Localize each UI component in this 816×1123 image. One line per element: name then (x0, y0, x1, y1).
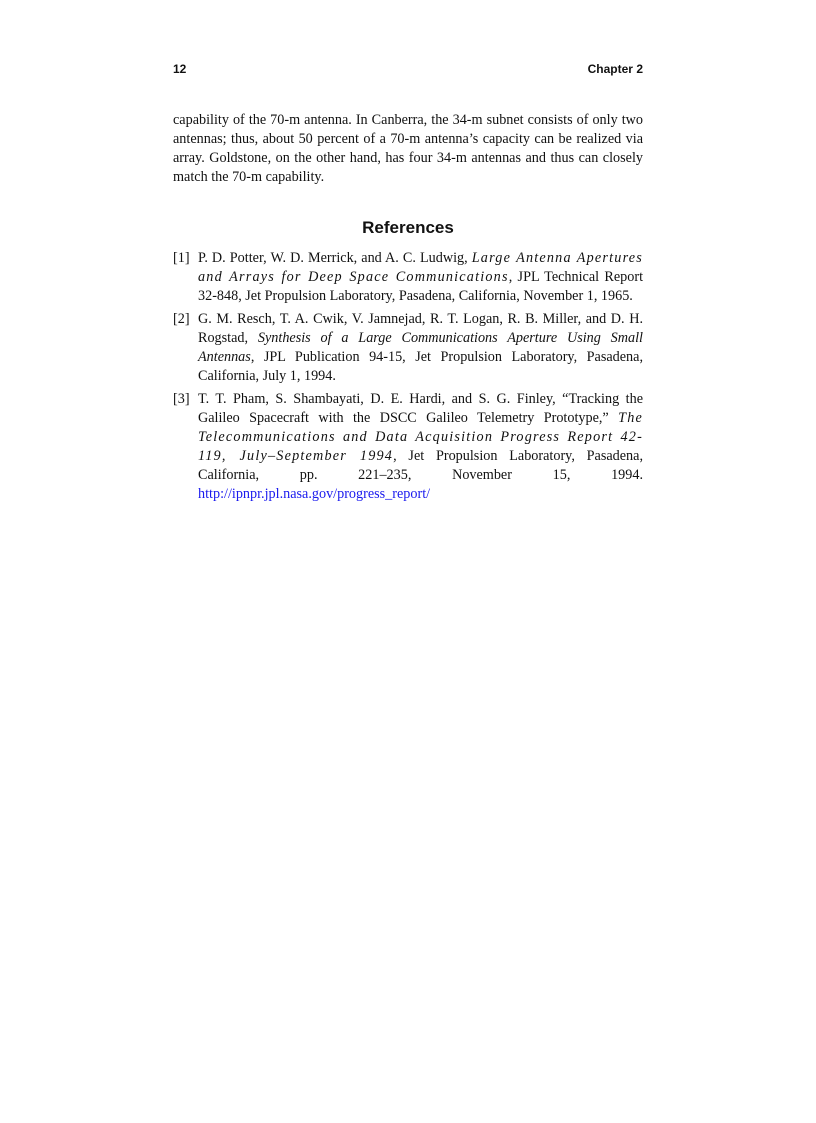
reference-number: [3] (173, 391, 190, 407)
running-header (173, 62, 643, 78)
reference-details: , Jet Propulsion Laboratory, Pasadena, California, pp. 221–235, November 15, 1994. (198, 448, 643, 483)
reference-item (173, 310, 643, 386)
reference-details: , JPL Technical Report 32-848, Jet Propulsion Laboratory, Pasadena, California, November 1, 1965. (198, 269, 644, 304)
section-title: References (362, 218, 454, 237)
reference-link[interactable]: http://ipnpr.jpl.nasa.gov/progress_report/ (198, 486, 431, 502)
reference-number: [1] (173, 250, 190, 266)
reference-title: Large Antenna Apertures and Arrays for Deep Space Communications (198, 250, 643, 285)
reference-authors: G. M. Resch, T. A. Cwik, V. Jamnejad, R. T. Logan, R. B. Miller, and D. H. Rogstad, (198, 311, 643, 346)
body-paragraph: capability of the 70-m antenna. In Canberra, the 34-m subnet consists of only two antennas; thus, about 50 percent of a 70-m antenna’s capacity can be realized via array. Goldstone, on the other hand, has four 34-m antennas and thus can closely match the 70-m capability. (173, 112, 643, 185)
reference-title: The Telecommunications and Data Acquisition Progress Report 42-119, July–September 1994 (198, 410, 643, 464)
reference-number: [2] (173, 311, 190, 327)
reference-authors: P. D. Potter, W. D. Merrick, and A. C. Ludwig, (198, 250, 472, 266)
reference-title: Synthesis of a Large Communications Aperture Using Small Antennas (198, 330, 643, 365)
reference-details: , JPL Publication 94-15, Jet Propulsion Laboratory, Pasadena, California, July 1, 1994. (198, 349, 643, 384)
reference-list (173, 249, 643, 508)
page-number: 12 (173, 62, 187, 76)
reference-authors: T. T. Pham, S. Shambayati, D. E. Hardi, and S. G. Finley, “Tracking the Galileo Spacecraft with the DSCC Galileo Telemetry Prototype,” (198, 391, 643, 426)
reference-item (173, 390, 643, 504)
reference-item (173, 249, 643, 306)
chapter-label: Chapter 2 (587, 62, 643, 76)
